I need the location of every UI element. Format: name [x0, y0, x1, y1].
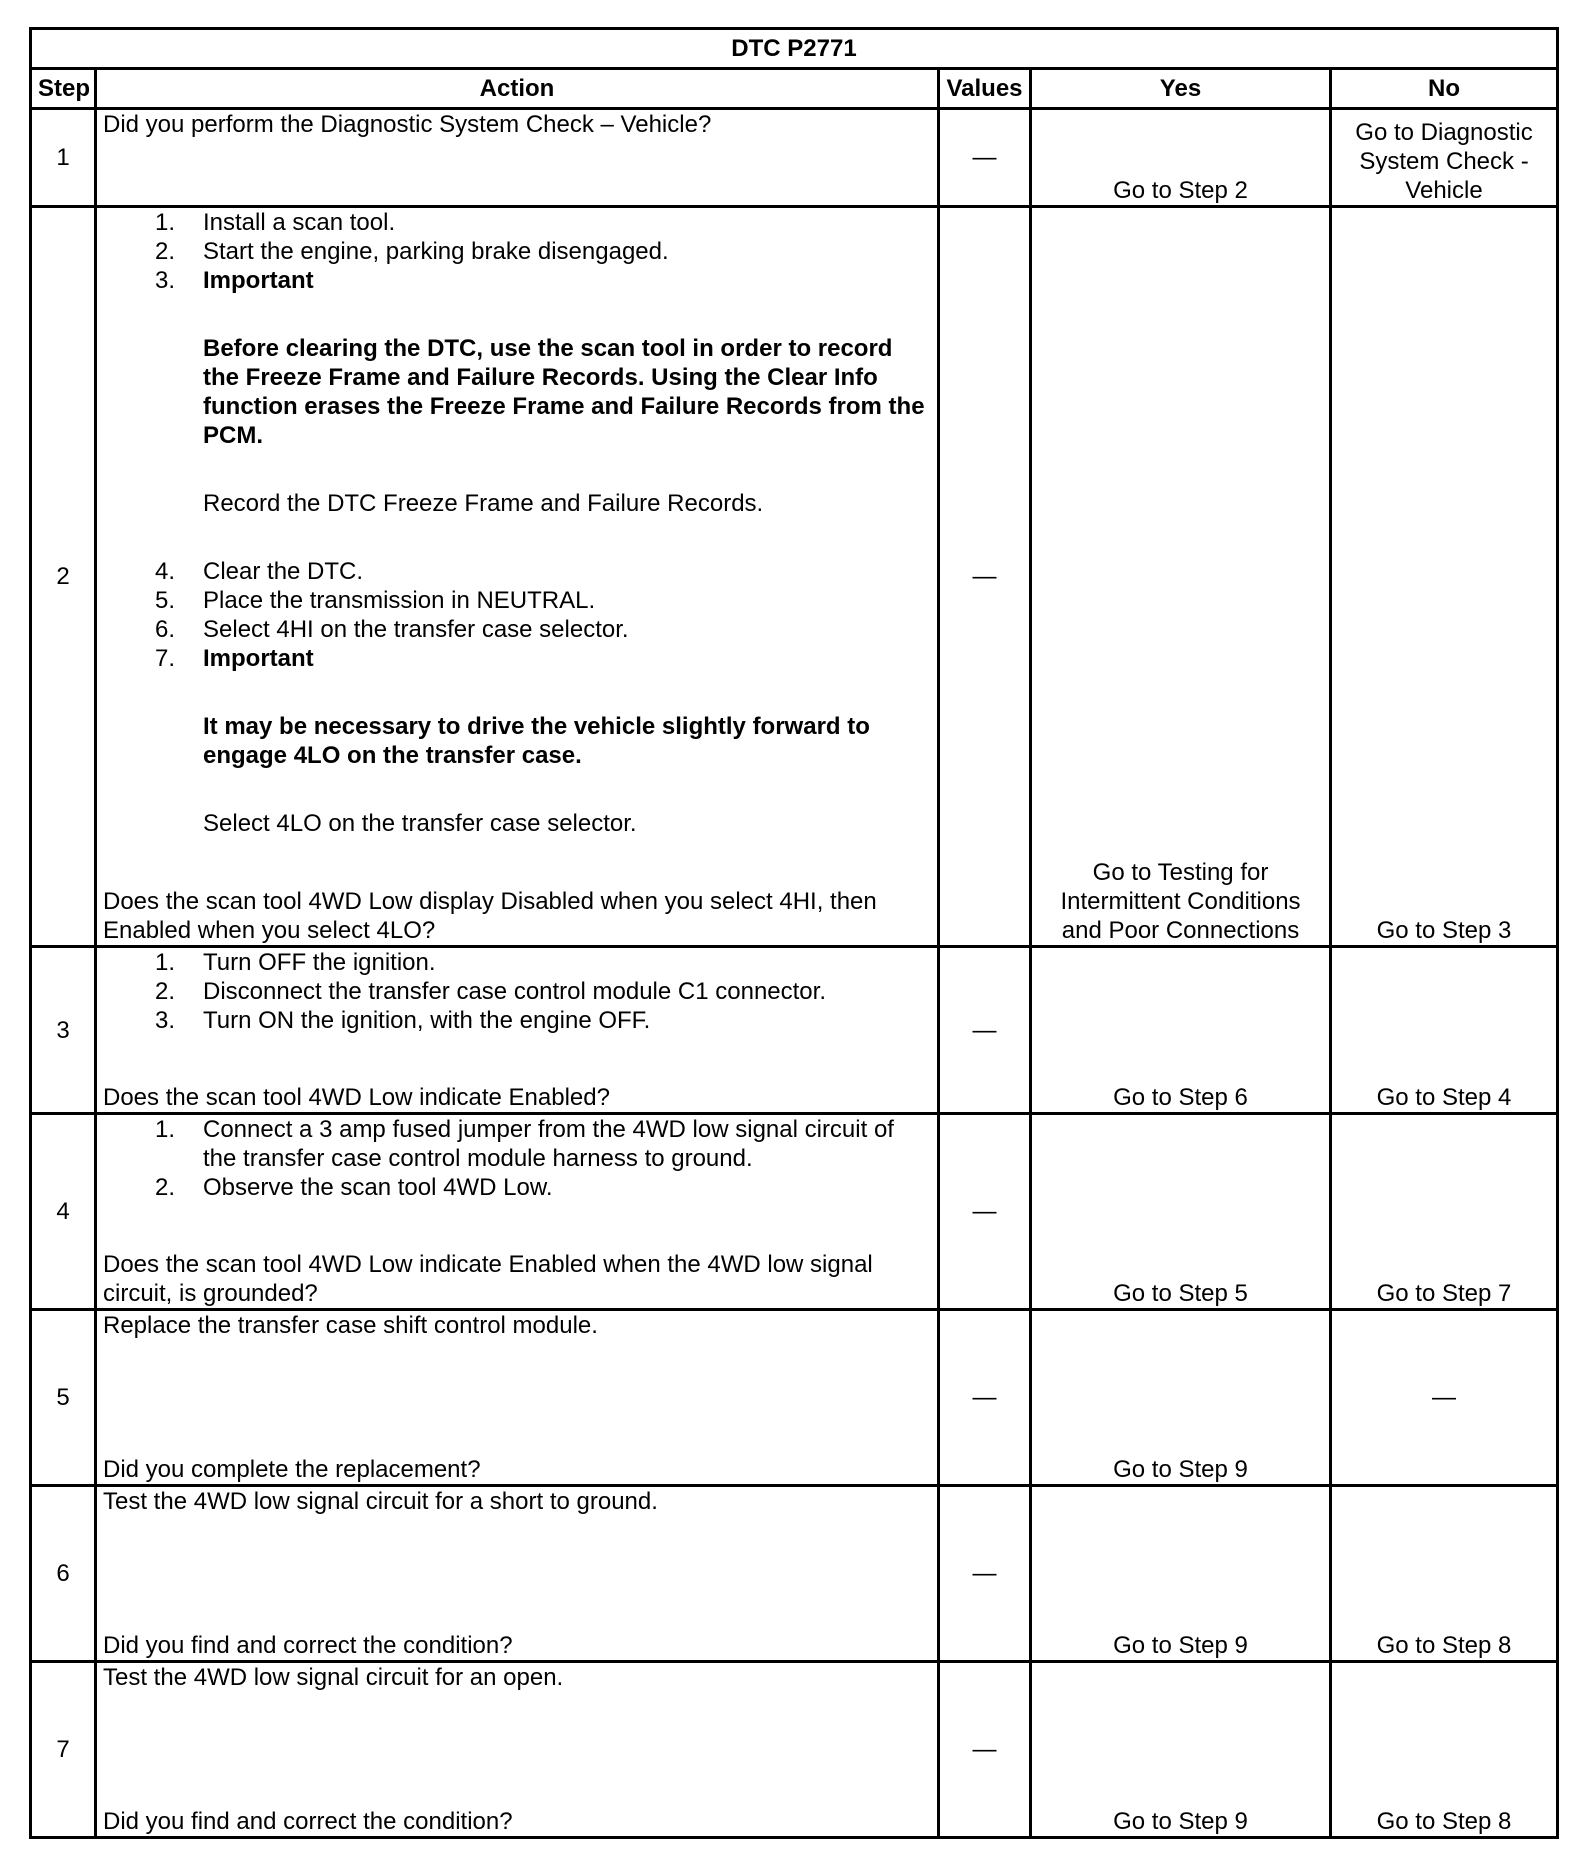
step-number: 4 — [31, 1113, 96, 1309]
title-row — [31, 29, 1558, 69]
table-row — [31, 1661, 1558, 1837]
action-cell — [96, 1309, 939, 1485]
sub-instruction: Select 4LO on the transfer case selector. — [203, 810, 637, 838]
action-cell — [96, 1485, 939, 1661]
yes-cell: Go to Step 9 — [1031, 1661, 1331, 1837]
action-question: Did you complete the replacement? — [103, 1455, 481, 1483]
action-intro: Test the 4WD low signal circuit for a short to ground. — [103, 1487, 658, 1515]
action-cell — [96, 207, 939, 947]
yes-cell: Go to Step 9 — [1031, 1309, 1331, 1485]
step-number: 1 — [31, 109, 96, 207]
no-cell: Go to Step 4 — [1331, 947, 1558, 1113]
item-number: 7. — [154, 645, 175, 673]
important-label: Important — [203, 267, 314, 295]
list-item — [103, 208, 931, 237]
item-text: Place the transmission in NEUTRAL. — [203, 587, 596, 615]
table-row — [31, 1113, 1558, 1309]
table-row — [31, 207, 1558, 947]
item-number: 4. — [154, 558, 175, 586]
list-item — [103, 237, 931, 266]
values-cell: — — [939, 1309, 1031, 1485]
step-number: 7 — [31, 1661, 96, 1837]
table-title: DTC P2771 — [31, 29, 1558, 69]
action-question: Did you find and correct the condition? — [103, 1631, 513, 1659]
list-item — [103, 977, 931, 1006]
no-cell: Go to Diagnostic System Check - Vehicle — [1331, 109, 1558, 207]
item-number: 5. — [154, 587, 175, 615]
important-note: It may be necessary to drive the vehicle slightly forward to engage 4LO on the transfer case. — [203, 713, 870, 770]
values-cell: — — [939, 207, 1031, 947]
action-cell — [96, 1113, 939, 1309]
action-question: Does the scan tool 4WD Low indicate Enabled when the 4WD low signal circuit, is grounded? — [103, 1250, 873, 1307]
no-cell: Go to Step 8 — [1331, 1485, 1558, 1661]
header-step: Step — [31, 69, 96, 109]
item-number: 3. — [154, 1007, 175, 1035]
item-number: 2. — [154, 1173, 175, 1201]
list-item — [103, 266, 931, 295]
action-question: Does the scan tool 4WD Low display Disabled when you select 4HI, then Enabled when you select 4LO? — [103, 888, 877, 945]
table-row — [31, 109, 1558, 207]
yes-cell: Go to Step 2 — [1031, 109, 1331, 207]
list-item — [103, 557, 931, 586]
item-text: Disconnect the transfer case control module C1 connector. — [203, 978, 826, 1006]
item-number: 1. — [154, 949, 175, 977]
no-cell: Go to Step 7 — [1331, 1113, 1558, 1309]
no-cell: Go to Step 3 — [1331, 207, 1558, 947]
values-cell: — — [939, 1485, 1031, 1661]
yes-cell: Go to Step 6 — [1031, 947, 1331, 1113]
list-item — [103, 586, 931, 615]
item-number: 6. — [154, 616, 175, 644]
table-row — [31, 1309, 1558, 1485]
item-text: Select 4HI on the transfer case selector. — [203, 616, 629, 644]
item-text: Start the engine, parking brake disengaged. — [203, 238, 669, 266]
list-item — [103, 1006, 931, 1035]
action-question: Does the scan tool 4WD Low indicate Enabled? — [103, 1083, 610, 1111]
values-cell: — — [939, 947, 1031, 1113]
item-number: 3. — [154, 267, 175, 295]
item-text: Clear the DTC. — [203, 558, 364, 586]
action-intro: Replace the transfer case shift control module. — [103, 1311, 598, 1339]
item-text: Install a scan tool. — [203, 209, 396, 237]
item-text: Turn OFF the ignition. — [203, 949, 436, 977]
action-steps — [103, 948, 931, 1035]
item-text: Observe the scan tool 4WD Low. — [203, 1173, 553, 1201]
action-intro: Did you perform the Diagnostic System Check – Vehicle? — [103, 111, 712, 139]
action-cell — [96, 109, 939, 207]
item-text: Turn ON the ignition, with the engine OFF. — [203, 1007, 651, 1035]
step-number: 5 — [31, 1309, 96, 1485]
list-item — [103, 615, 931, 644]
action-cell — [96, 1661, 939, 1837]
list-item — [103, 644, 931, 673]
important-note: Before clearing the DTC, use the scan tool in order to record the Freeze Frame and Failure Records. Using the Clear Info function erases the Freeze Frame and Failure Records from the PCM. — [203, 335, 925, 450]
sub-instruction: Record the DTC Freeze Frame and Failure Records. — [203, 490, 764, 518]
header-row — [31, 69, 1558, 109]
table-row — [31, 1485, 1558, 1661]
action-cell — [96, 947, 939, 1113]
values-cell: — — [939, 1661, 1031, 1837]
step-number: 3 — [31, 947, 96, 1113]
header-yes: Yes — [1031, 69, 1331, 109]
item-text: Connect a 3 amp fused jumper from the 4WD low signal circuit of the transfer case control module harness to ground. — [203, 1115, 894, 1172]
no-cell: Go to Step 8 — [1331, 1661, 1558, 1837]
header-values: Values — [939, 69, 1031, 109]
action-steps — [103, 208, 931, 838]
action-steps — [103, 1115, 931, 1202]
header-action: Action — [96, 69, 939, 109]
list-item — [103, 1115, 931, 1173]
dtc-table — [29, 27, 1559, 1839]
table-row — [31, 947, 1558, 1113]
values-cell: — — [939, 1113, 1031, 1309]
yes-cell: Go to Step 9 — [1031, 1485, 1331, 1661]
step-number: 2 — [31, 207, 96, 947]
item-number: 2. — [154, 978, 175, 1006]
item-number: 2. — [154, 238, 175, 266]
item-number: 1. — [154, 1115, 175, 1143]
list-item — [103, 1173, 931, 1202]
header-no: No — [1331, 69, 1558, 109]
action-question: Did you find and correct the condition? — [103, 1808, 513, 1835]
important-label: Important — [203, 645, 314, 673]
yes-cell: Go to Testing for Intermittent Conditions and Poor Connections — [1031, 207, 1331, 947]
values-cell: — — [939, 109, 1031, 207]
list-item — [103, 948, 931, 977]
no-cell: — — [1331, 1309, 1558, 1485]
action-intro: Test the 4WD low signal circuit for an open. — [103, 1663, 564, 1691]
step-number: 6 — [31, 1485, 96, 1661]
item-number: 1. — [154, 209, 175, 237]
yes-cell: Go to Step 5 — [1031, 1113, 1331, 1309]
